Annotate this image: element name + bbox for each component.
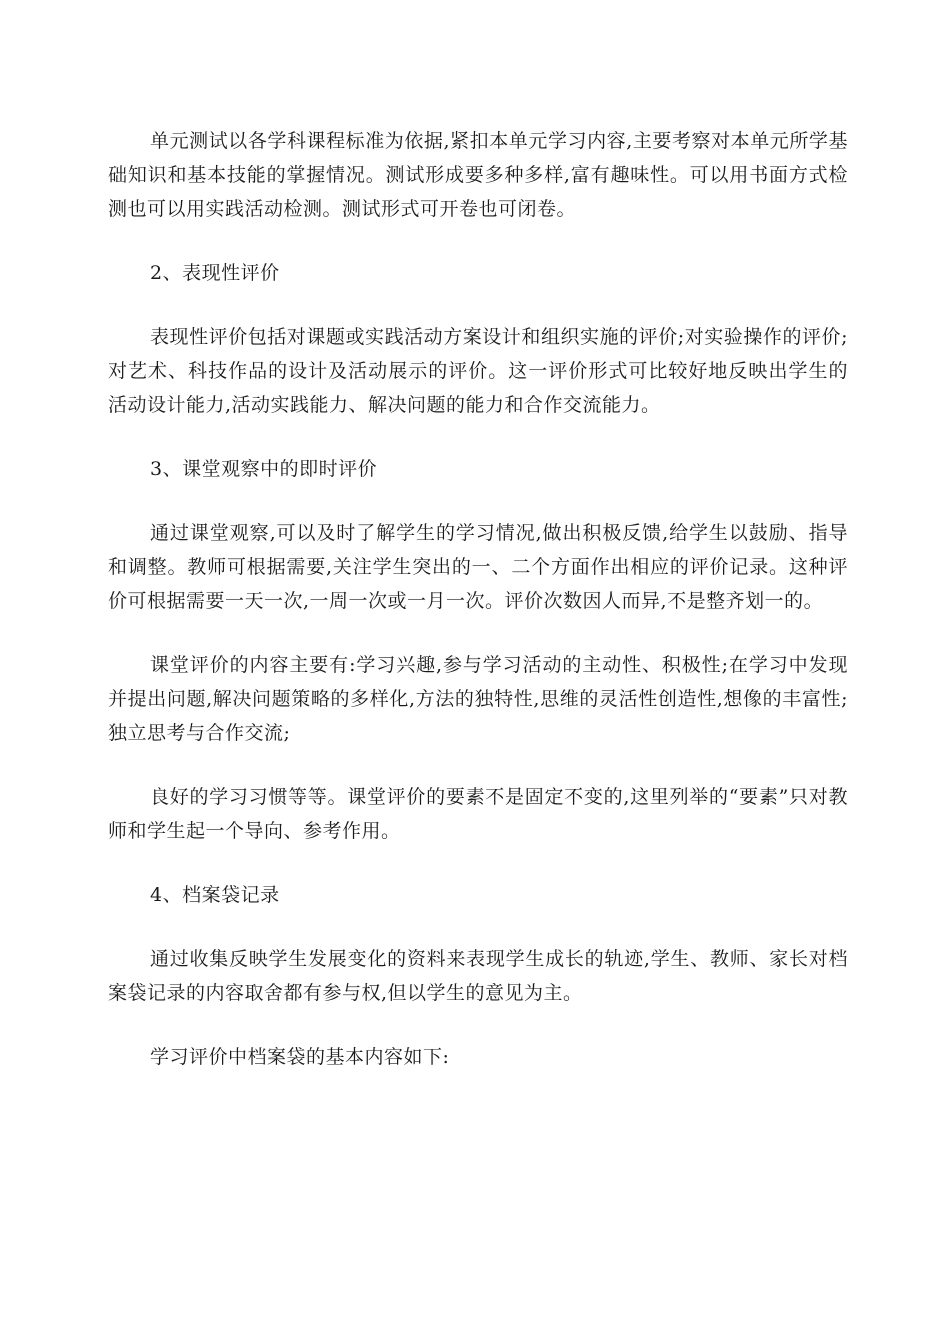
- paragraph-study-habits: 良好的学习习惯等等。课堂评价的要素不是固定不变的,这里列举的“要素”只对教师和学生起一个导向、参考作用。: [108, 786, 848, 842]
- paragraph-performance-evaluation: 表现性评价包括对课题或实践活动方案设计和组织实施的评价;对实验操作的评价;对艺术、科技作品的设计及活动展示的评价。这一评价形式可比较好地反映出学生的活动设计能力,活动实践能力、解决问题的能力和合作交流能力。: [108, 326, 848, 416]
- document-page: [108, 124, 848, 1074]
- heading-portfolio-record: 4、档案袋记录: [150, 884, 280, 906]
- paragraph-unit-test: 单元测试以各学科课程标准为依据,紧扣本单元学习内容,主要考察对本单元所学基础知识和基本技能的掌握情况。测试形成要多种多样,富有趣味性。可以用书面方式检测也可以用实践活动检测。测试形式可开卷也可闭卷。: [108, 130, 848, 220]
- paragraph-classroom-observation: 通过课堂观察,可以及时了解学生的学习情况,做出积极反馈,给学生以鼓励、指导和调整。教师可根据需要,关注学生突出的一、二个方面作出相应的评价记录。这种评价可根据需要一天一次,一周一次或一月一次。评价次数因人而异,不是整齐划一的。: [108, 522, 848, 612]
- paragraph-portfolio-record: 通过收集反映学生发展变化的资料来表现学生成长的轨迹,学生、教师、家长对档案袋记录的内容取舍都有参与权,但以学生的意见为主。: [108, 948, 848, 1004]
- heading-performance-evaluation: 2、表现性评价: [150, 262, 280, 284]
- heading-classroom-observation: 3、课堂观察中的即时评价: [150, 458, 378, 480]
- paragraph-classroom-content: 课堂评价的内容主要有:学习兴趣,参与学习活动的主动性、积极性;在学习中发现并提出问题,解决问题策略的多样化,方法的独特性,思维的灵活性创造性,想像的丰富性;独立思考与合作交流;: [108, 654, 848, 744]
- paragraph-portfolio-contents: 学习评价中档案袋的基本内容如下:: [150, 1046, 450, 1068]
